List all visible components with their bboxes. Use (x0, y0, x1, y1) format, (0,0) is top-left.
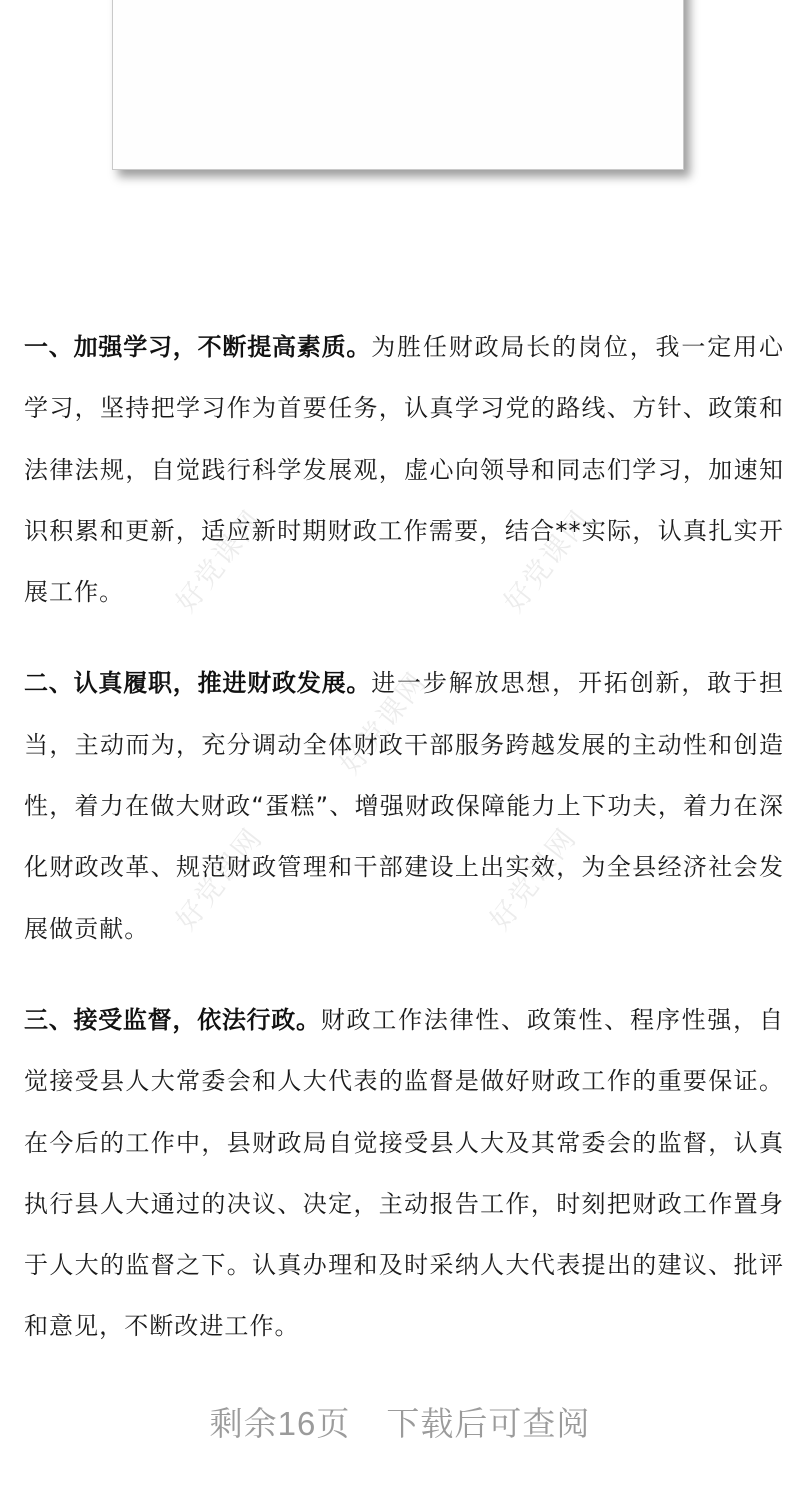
paragraph-text: 财政工作法律性、政策性、程序性强，自觉接受县人大常委会和人大代表的监督是做好财政工作的重要保证。在今后的工作中，县财政局自觉接受县人大及其常委会的监督，认真执行县人大通过的决议、决定，主动报告工作，时刻把财政工作置身于人大的监督之下。认真办理和及时采纳人大代表提出的建议、批评和意见，不断改进工作。 (24, 1005, 784, 1341)
paragraph-heading: 三、接受监督，依法行政。 (24, 1005, 321, 1034)
paragraph-heading: 一、加强学习，不断提高素质。 (24, 333, 372, 361)
paragraph-3 (24, 990, 784, 1358)
previous-page-card (112, 0, 684, 170)
download-prompt[interactable] (0, 1398, 800, 1445)
paragraph-heading: 二、认真履职，推进财政发展。 (24, 669, 372, 698)
watermark-text: 好党课网 (169, 821, 270, 937)
document-body (24, 317, 784, 1388)
paragraph-1 (24, 317, 784, 623)
remaining-pages-label: 剩余16页 (209, 1405, 351, 1442)
watermark-text: 好党课网 (497, 503, 598, 619)
watermark-text: 好党课网 (169, 503, 270, 619)
paragraph-text: 为胜任财政局长的岗位，我一定用心学习，坚持把学习作为首要任务，认真学习党的路线、方针、政策和法律法规，自觉践行科学发展观，虚心向领导和同志们学习，加速知识积累和更新，适应新时期财政工作需要，结合**实际，认真扎实开展工作。 (24, 333, 784, 607)
watermark-text: 好党课网 (333, 665, 434, 781)
download-hint-label: 下载后可查阅 (386, 1405, 591, 1442)
paragraph-2 (24, 653, 784, 959)
paragraph-text: 进一步解放思想，开拓创新，敢于担当，主动而为，充分调动全体财政干部服务跨越发展的主动性和创造性，着力在做大财政“蛋糕”、增强财政保障能力上下功夫，着力在深化财政改革、规范财政管理和干部建设上出实效，为全县经济社会发展做贡献。 (24, 669, 784, 943)
watermark-text: 好党课网 (483, 821, 584, 937)
